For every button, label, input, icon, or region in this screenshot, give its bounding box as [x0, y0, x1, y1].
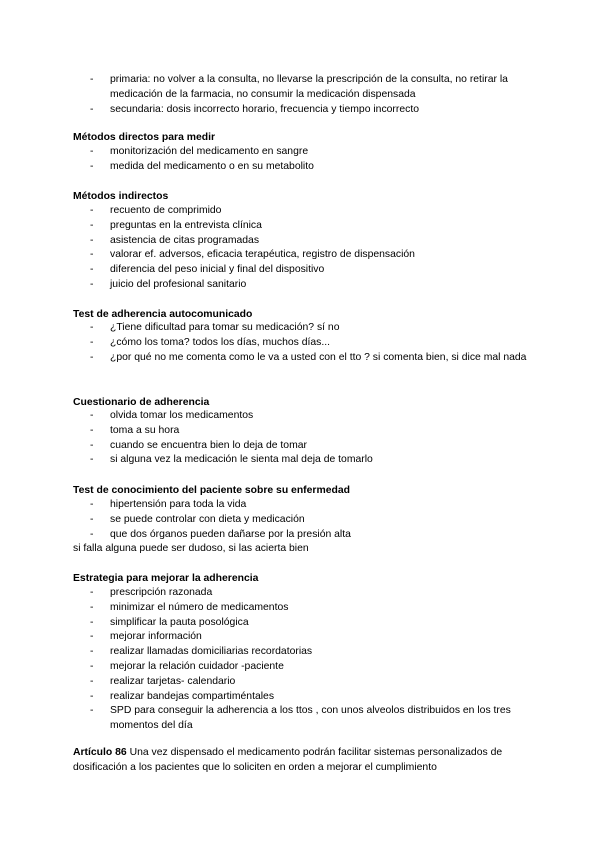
list-item: - hipertensión para toda la vida — [90, 498, 530, 513]
list-item: - olvida tomar los medicamentos — [90, 409, 530, 424]
list-item: - juicio del profesional sanitario — [90, 278, 530, 293]
list-item: - que dos órganos pueden dañarse por la presión alta — [90, 528, 530, 543]
estrategia-list — [90, 586, 530, 734]
list-item: - ¿cómo los toma? todos los días, muchos días... — [90, 336, 530, 351]
list-item: - preguntas en la entrevista clínica — [90, 219, 530, 234]
indirectos-list — [90, 204, 530, 293]
list-item: - secundaria: dosis incorrecto horario, frecuencia y tiempo incorrecto — [90, 103, 530, 118]
directos-list — [90, 145, 530, 175]
list-item: - cuando se encuentra bien lo deja de tomar — [90, 439, 530, 454]
section-heading-cuestionario: Cuestionario de adherencia — [73, 397, 210, 408]
list-item: - recuento de comprimido — [90, 204, 530, 219]
conocimiento-note: si falla alguna puede ser dudoso, si las acierta bien — [73, 543, 309, 554]
list-item: - realizar bandejas compartiméntales — [90, 690, 530, 705]
intro-list — [90, 73, 530, 117]
articulo-paragraph — [73, 746, 533, 776]
list-item: - minimizar el número de medicamentos — [90, 601, 530, 616]
articulo-text: Una vez dispensado el medicamento podrán facilitar sistemas personalizados de dosificación a los pacientes que lo soliciten en orden a mejorar el cumplimiento — [73, 747, 503, 773]
list-item: - diferencia del peso inicial y final del dispositivo — [90, 263, 530, 278]
list-item: - si alguna vez la medicación le sienta mal deja de tomarlo — [90, 453, 530, 468]
list-item: - mejorar información — [90, 630, 530, 645]
autocomunicado-list — [90, 321, 530, 365]
list-item: - simplificar la pauta posológica — [90, 616, 530, 631]
section-heading-directos: Métodos directos para medir — [73, 132, 216, 143]
list-item: - asistencia de citas programadas — [90, 234, 530, 249]
list-item: - primaria: no volver a la consulta, no llevarse la prescripción de la consulta, no retirar la medicación de la farmacia, no consumir la medicación dispensada — [90, 73, 530, 103]
section-heading-conocimiento: Test de conocimiento del paciente sobre su enfermedad — [73, 485, 350, 496]
articulo-label: Artículo 86 — [73, 747, 127, 758]
cuestionario-list — [90, 409, 530, 468]
list-item: - monitorización del medicamento en sangre — [90, 145, 530, 160]
list-item: - realizar tarjetas- calendario — [90, 675, 530, 690]
list-item: - prescripción razonada — [90, 586, 530, 601]
section-heading-estrategia: Estrategia para mejorar la adherencia — [73, 573, 259, 584]
list-item: - SPD para conseguir la adherencia a los ttos , con unos alveolos distribuidos en los tres momentos del día — [90, 704, 530, 734]
list-item: - realizar llamadas domiciliarias recordatorias — [90, 645, 530, 660]
list-item: - ¿por qué no me comenta como le va a usted con el tto ? si comenta bien, si dice mal nada — [90, 351, 530, 366]
list-item: - toma a su hora — [90, 424, 530, 439]
section-heading-autocomunicado: Test de adherencia autocomunicado — [73, 309, 253, 320]
conocimiento-list — [90, 498, 530, 542]
list-item: - ¿Tiene dificultad para tomar su medicación? sí no — [90, 321, 530, 336]
list-item: - valorar ef. adversos, eficacia terapéutica, registro de dispensación — [90, 248, 530, 263]
section-heading-indirectos: Métodos indirectos — [73, 191, 169, 202]
list-item: - mejorar la relación cuidador -paciente — [90, 660, 530, 675]
list-item: - medida del medicamento o en su metabolito — [90, 160, 530, 175]
list-item: - se puede controlar con dieta y medicación — [90, 513, 530, 528]
